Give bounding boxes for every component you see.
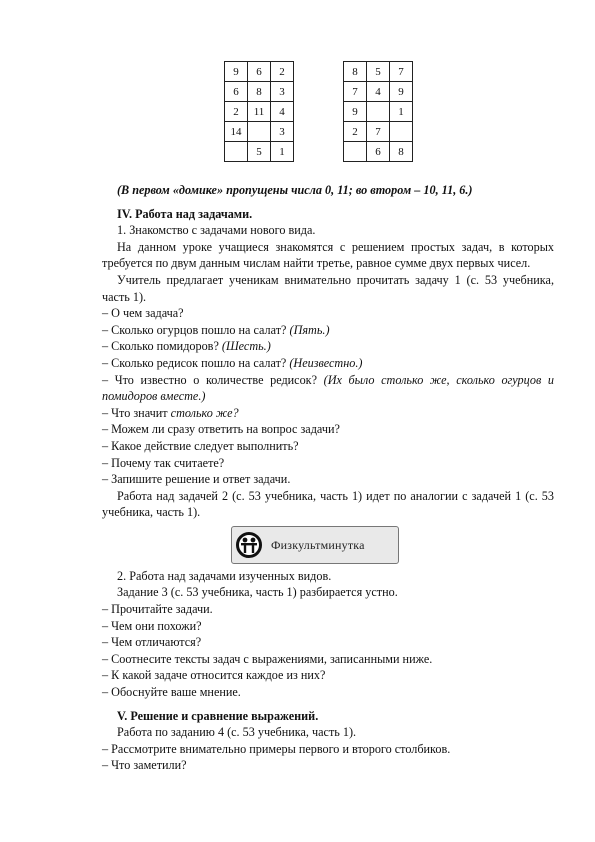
question-list	[102, 305, 554, 488]
grid-cell: 4	[367, 82, 390, 102]
grid-row	[344, 102, 413, 122]
grid-cell: 4	[271, 102, 294, 122]
list-item: – Прочитайте задачи.	[102, 602, 213, 617]
question-text: – Сколько редисок пошло на салат?	[102, 355, 290, 370]
banner-label: Физкультминутка	[271, 537, 365, 552]
grid-cell: 9	[225, 62, 248, 82]
grid-row	[344, 82, 413, 102]
grid-cell: 9	[390, 82, 413, 102]
grid-row	[225, 62, 294, 82]
grid-cell	[248, 122, 271, 142]
list-item: – Чем они похожи?	[102, 618, 202, 633]
grid-cell: 1	[271, 142, 294, 162]
list-item: – К какой задаче относится каждое из них?	[102, 668, 326, 683]
question-item	[102, 305, 554, 322]
grid-cell: 14	[225, 122, 248, 142]
grid-row	[225, 122, 294, 142]
grid-cell: 2	[225, 102, 248, 122]
question-text: – Что значит	[102, 405, 171, 420]
grid-cell: 8	[390, 142, 413, 162]
question-item	[102, 338, 554, 355]
list-item: – Соотнесите тексты задач с выражениями, записанными ниже.	[102, 651, 433, 666]
question-item	[102, 405, 554, 422]
grid-cell: 2	[271, 62, 294, 82]
question-text: – О чем задача?	[102, 306, 184, 321]
answer-text: (Их было столько же, сколько огурцов и помидоров вместе.)	[102, 372, 554, 404]
grid-cell: 9	[344, 102, 367, 122]
question-text: – Можем ли сразу ответить на вопрос задачи?	[102, 422, 340, 437]
grid-cell: 7	[367, 122, 390, 142]
number-house-right	[343, 61, 413, 162]
answer-text: (Шесть.)	[221, 339, 271, 354]
section-4-heading: IV. Работа над задачами.	[117, 206, 253, 221]
grid-cell	[367, 102, 390, 122]
missing-numbers-note: (В первом «домике» пропущены числа 0, 11; во втором – 10, 11, 6.)	[117, 183, 473, 197]
grid-cell: 6	[225, 82, 248, 102]
grid-row	[344, 62, 413, 82]
question-item	[102, 322, 554, 339]
grid-cell: 6	[367, 142, 390, 162]
list-item: – Что заметили?	[102, 758, 187, 773]
question-text: – Какое действие следует выполнить?	[102, 438, 299, 453]
grid-cell: 5	[248, 142, 271, 162]
grid-cell: 5	[367, 62, 390, 82]
grid-cell: 7	[344, 82, 367, 102]
document-body	[102, 182, 554, 774]
list-item: – Чем отличаются?	[102, 635, 202, 650]
task-2-paragraph: Работа над задачей 2 (с. 53 учебника, часть 1) идет по аналогии с задачей 1 (с. 53 учебника, часть 1).	[102, 488, 554, 520]
question-item	[102, 355, 554, 372]
grid-cell	[390, 122, 413, 142]
grid-cell: 7	[390, 62, 413, 82]
task-3-paragraph: Задание 3 (с. 53 учебника, часть 1) разбирается устно.	[117, 585, 398, 600]
task-3-question-list	[102, 601, 554, 701]
list-item: – Рассмотрите внимательно примеры первого и второго столбиков.	[102, 741, 451, 756]
question-item	[102, 421, 554, 438]
grid-cell: 1	[390, 102, 413, 122]
question-text: – Сколько огурцов пошло на салат?	[102, 322, 290, 337]
intro-paragraph: На данном уроке учащиеся знакомятся с решением простых задач, в которых требуется по двум данным числам найти третье, равное сумме двух первых чисел.	[102, 239, 554, 271]
question-item	[102, 471, 554, 488]
answer-text: (Неизвестно.)	[289, 355, 363, 370]
answer-text: (Пять.)	[289, 322, 330, 337]
grid-cell: 3	[271, 82, 294, 102]
question-text: – Запишите решение и ответ задачи.	[102, 472, 291, 487]
grid-row	[344, 142, 413, 162]
subsection-2-title: 2. Работа над задачами изученных видов.	[117, 568, 332, 583]
subsection-1-title: 1. Знакомство с задачами нового вида.	[117, 223, 316, 238]
physical-break-banner	[102, 526, 554, 562]
question-text: – Почему так считаете?	[102, 455, 225, 470]
question-item	[102, 372, 554, 405]
grid-row	[225, 142, 294, 162]
grid-cell: 3	[271, 122, 294, 142]
grid-cell: 11	[248, 102, 271, 122]
grid-cell	[225, 142, 248, 162]
grid-cell: 6	[248, 62, 271, 82]
grid-cell: 8	[344, 62, 367, 82]
task-1-paragraph: Учитель предлагает ученикам внимательно прочитать задачу 1 (с. 53 учебника, часть 1).	[102, 272, 554, 304]
question-text: – Сколько помидоров?	[102, 339, 222, 354]
task-4-question-list	[102, 741, 554, 774]
grid-cell: 2	[344, 122, 367, 142]
grid-row	[344, 122, 413, 142]
section-5-heading: V. Решение и сравнение выражений.	[117, 708, 319, 723]
two-people-icon	[236, 532, 262, 558]
grid-cell	[344, 142, 367, 162]
question-item	[102, 455, 554, 472]
number-house-left	[224, 61, 294, 162]
grid-row	[225, 102, 294, 122]
question-item	[102, 438, 554, 455]
answer-text: столько же?	[170, 405, 239, 420]
list-item: – Обоснуйте ваше мнение.	[102, 685, 241, 700]
question-text: – Что известно о количестве редисок?	[102, 372, 324, 387]
task-4-paragraph: Работа по заданию 4 (с. 53 учебника, часть 1).	[117, 725, 357, 740]
grid-cell: 8	[248, 82, 271, 102]
grid-row	[225, 82, 294, 102]
